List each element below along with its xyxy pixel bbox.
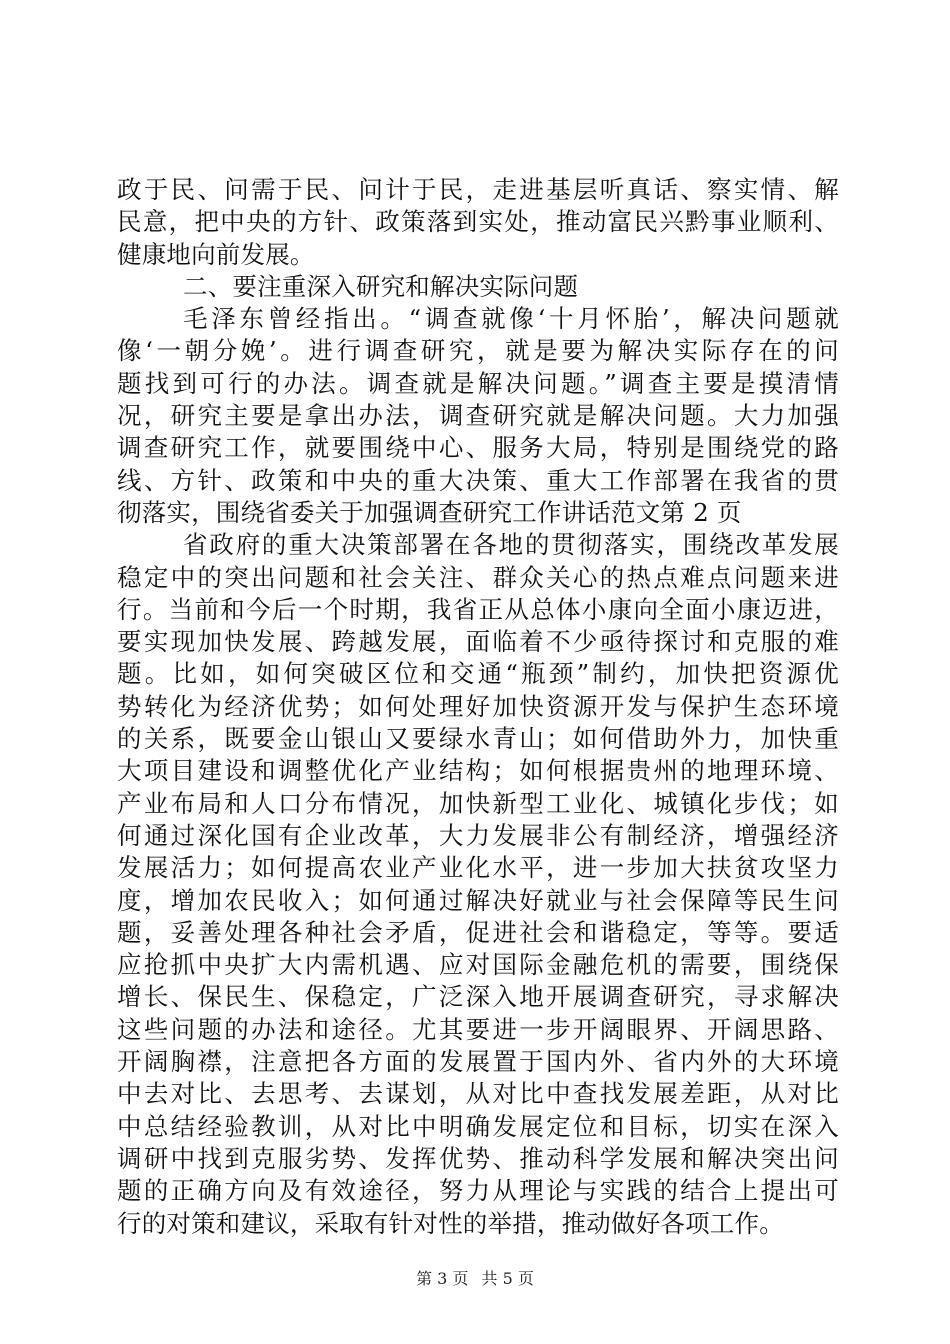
text-line: 增长、保民生、保稳定，广泛深入地开展调查研究，寻求解决: [117, 982, 839, 1012]
text-line: 要实现加快发展、跨越发展，面临着不少亟待探讨和克服的难: [117, 627, 839, 657]
text-line: 二、要注重深入研究和解决实际问题: [183, 271, 579, 301]
text-line: 线、方针、政策和中央的重大决策、重大工作部署在我省的贯: [117, 465, 839, 495]
text-line: 应抢抓中央扩大内需机遇、应对国际金融危机的需要，围绕保: [117, 950, 839, 980]
text-line: 题的正确方向及有效途径，努力从理论与实践的结合上提出可: [117, 1176, 839, 1206]
text-line: 的关系，既要金山银山又要绿水青山；如何借助外力，加快重: [117, 724, 839, 754]
text-line: 况，研究主要是拿出办法，调查研究就是解决问题。大力加强: [117, 401, 839, 431]
text-line: 中总结经验教训，从对比中明确发展定位和目标，切实在深入: [117, 1111, 839, 1141]
document-body: [117, 174, 839, 1240]
text-line: 产业布局和人口分布情况，加快新型工业化、城镇化步伐；如: [117, 788, 839, 818]
text-line: 度，增加农民收入；如何通过解决好就业与社会保障等民生问: [117, 885, 839, 915]
text-line: 政于民、问需于民、问计于民，走进基层听真话、察实情、解: [117, 175, 839, 204]
text-line: 开阔胸襟，注意把各方面的发展置于国内外、省内外的大环境: [117, 1047, 839, 1077]
text-line: 这些问题的办法和途径。尤其要进一步开阔眼界、开阔思路、: [117, 1014, 839, 1044]
text-line: 稳定中的突出问题和社会关注、群众关心的热点难点问题来进: [117, 562, 839, 592]
text-line: 像‘一朝分娩’。进行调查研究，就是要为解决实际存在的问: [117, 336, 839, 366]
text-line: 发展活力；如何提高农业产业化水平，进一步加大扶贫攻坚力: [117, 853, 839, 883]
page-number: 第 3 页: [416, 1269, 469, 1288]
text-line: 行。当前和今后一个时期，我省正从总体小康向全面小康迈进，: [117, 594, 839, 624]
text-line: 调查研究工作，就要围绕中心、服务大局，特别是围绕党的路: [117, 433, 839, 463]
page-footer: [0, 1269, 950, 1289]
text-line: 题找到可行的办法。调查就是解决问题。”调查主要是摸清情: [117, 368, 839, 398]
text-line: 毛泽东曾经指出。“调查就像‘十月怀胎’，解决问题就: [183, 304, 839, 334]
text-line: 中去对比、去思考、去谋划，从对比中查找发展差距，从对比: [117, 1079, 839, 1109]
text-line: 民意，把中央的方针、政策落到实处，推动富民兴黔事业顺利、: [117, 207, 839, 237]
text-line: 调研中找到克服劣势、发挥优势、推动科学发展和解决突出问: [117, 1143, 839, 1173]
page-total: 共 5 页: [481, 1269, 534, 1288]
text-line: 势转化为经济优势；如何处理好加快资源开发与保护生态环境: [117, 691, 839, 721]
text-line: 彻落实，围绕省委关于加强调查研究工作讲话范文第 2 页: [117, 497, 742, 527]
text-line: 题。比如，如何突破区位和交通“瓶颈”制约，加快把资源优: [117, 659, 839, 689]
text-line: 大项目建设和调整优化产业结构；如何根据贵州的地理环境、: [117, 756, 839, 786]
text-line: 健康地向前发展。: [117, 239, 315, 269]
text-line: 行的对策和建议，采取有针对性的举措，推动做好各项工作。: [117, 1208, 784, 1238]
text-line: 题，妥善处理各种社会矛盾，促进社会和谐稳定，等等。要适: [117, 917, 839, 947]
text-line: 省政府的重大决策部署在各地的贯彻落实，围绕改革发展: [183, 530, 839, 560]
text-line: 何通过深化国有企业改革，大力发展非公有制经济，增强经济: [117, 820, 839, 850]
